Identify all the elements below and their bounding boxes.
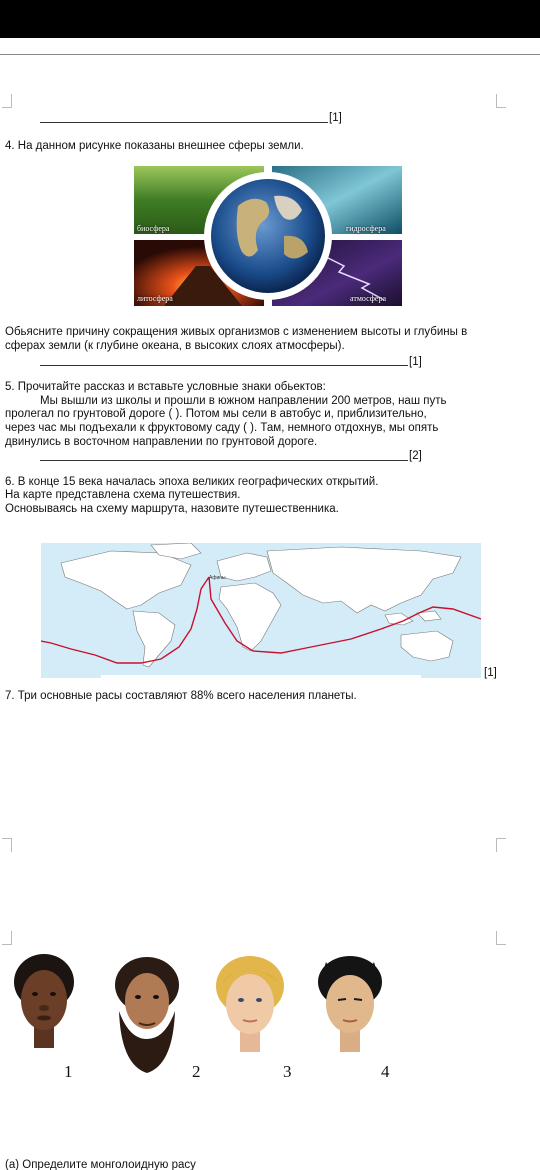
atmosphere-label: атмосфера — [350, 294, 387, 303]
page-corner — [2, 931, 12, 945]
q5-title: 5. Прочитайте рассказ и вставьте условные знаки обьектов: — [5, 381, 326, 393]
race-portrait-3 — [212, 952, 288, 1072]
race-portrait-1 — [10, 950, 80, 1070]
answer-line — [40, 365, 408, 366]
status-bar — [0, 0, 540, 38]
q6-line3: Основываясь на схему маршрута, назовите путешественника. — [5, 503, 339, 515]
earth-spheres-figure — [134, 166, 402, 306]
biosphere-label: биосфера — [137, 224, 170, 233]
q6-line2: На карте представлена схема путешествия. — [5, 489, 241, 501]
portrait-number-1: 1 — [64, 1062, 73, 1081]
q4-line1: Обьясните причину сокращения живых организмов с изменением высоты и глубины в — [5, 326, 468, 338]
page-corner — [496, 94, 506, 108]
q4-line2: сферах земли (к глубине океана, в высоких слоях атмосферы). — [5, 340, 345, 352]
q6-score: [1] — [484, 667, 497, 679]
answer-line — [40, 460, 408, 461]
page-corner — [2, 838, 12, 852]
race-portrait-4 — [312, 952, 388, 1072]
portrait-number-4: 4 — [381, 1062, 390, 1081]
page-corner — [496, 931, 506, 945]
q5-line3: через час мы подъехали к фруктовому саду ( ). Там, немного отдохнув, мы опять — [5, 422, 439, 434]
race-portrait-2 — [107, 955, 187, 1080]
portrait-number-3: 3 — [283, 1062, 292, 1081]
q5-line2: пролегал по грунтовой дороге ( ). Потом мы сели в автобус и, приблизительно, — [5, 408, 427, 420]
map-label: Афины — [209, 575, 226, 581]
answer-line — [40, 122, 328, 123]
world-route-map — [41, 543, 481, 678]
page-corner — [496, 838, 506, 852]
q3-score: [1] — [329, 112, 342, 124]
q6-line1: 6. В конце 15 века началась эпоха великих географических открытий. — [5, 476, 379, 488]
page-separator — [0, 54, 540, 55]
portrait-number-2: 2 — [192, 1062, 201, 1081]
hydrosphere-label: гидросфера — [346, 224, 386, 233]
q4-title: 4. На данном рисунке показаны внешнее сферы земли. — [5, 140, 304, 152]
q7-title: 7. Три основные расы составляют 88% всего населения планеты. — [5, 690, 357, 702]
page-corner — [2, 94, 12, 108]
lithosphere-label: литосфера — [137, 294, 173, 303]
q5-line4: двинулись в восточном направлении по грунтовой дороге. — [5, 436, 318, 448]
q5-score: [2] — [409, 450, 422, 462]
q4-score: [1] — [409, 356, 422, 368]
q7-sub-a: (a) Определите монголоидную расу — [5, 1159, 196, 1170]
q5-line1: Мы вышли из школы и прошли в южном направлении 200 метров, наш путь — [40, 395, 447, 407]
